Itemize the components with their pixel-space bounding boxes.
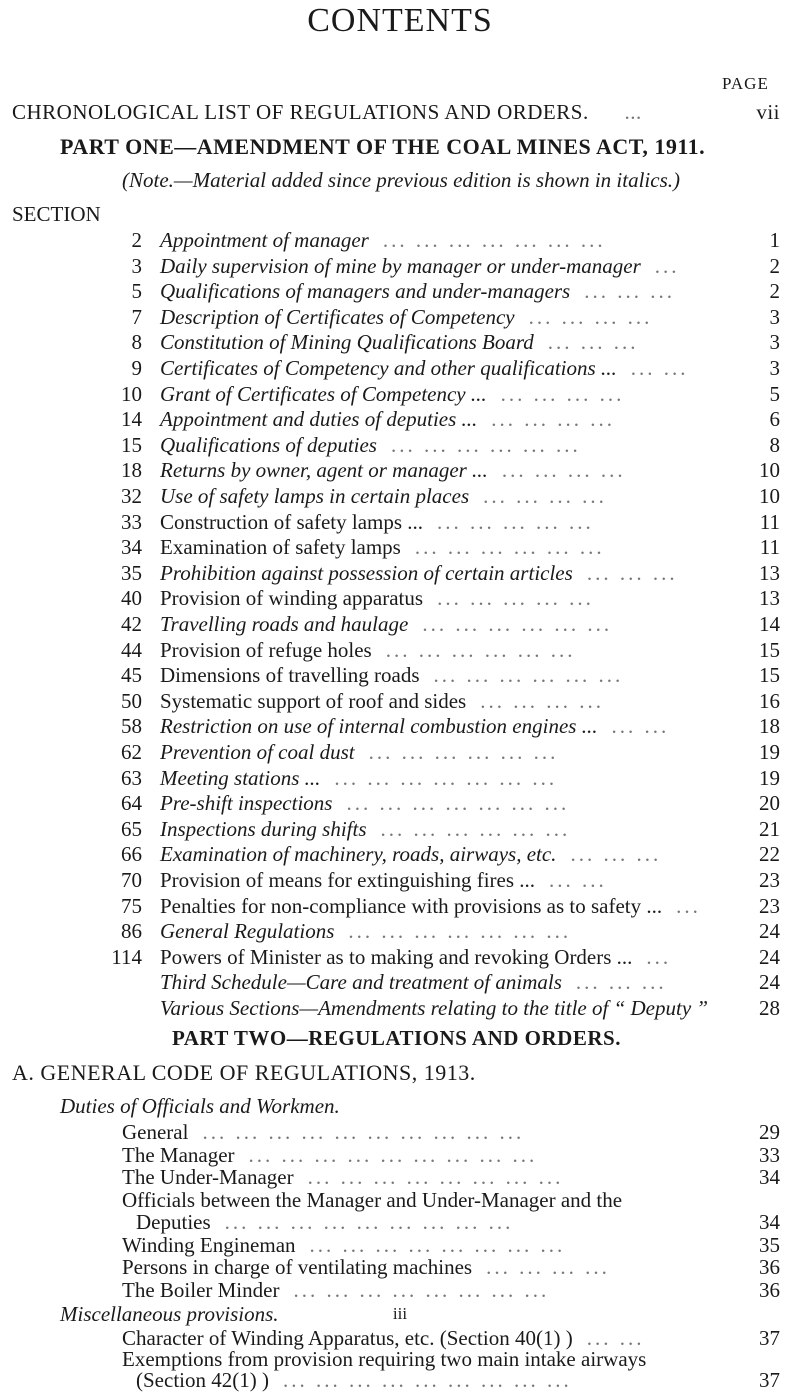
entry-title	[160, 766, 557, 791]
section-number: 58	[121, 714, 142, 739]
toc-row	[0, 458, 800, 484]
section-column-label: SECTION	[12, 202, 101, 226]
page-number: 10	[759, 458, 780, 483]
section-number: 42	[121, 612, 142, 636]
entry-title	[160, 612, 612, 637]
entry-text: General Regulations	[160, 919, 335, 944]
leader-dots: ... ... ... ... ...	[437, 509, 594, 534]
entry-title	[136, 1368, 572, 1393]
toc-row	[0, 330, 800, 356]
entry-text: (Section 42(1) )	[136, 1368, 269, 1392]
leader-dots: ... ... ... ... ... ... ...	[346, 791, 570, 816]
entry-text: Daily supervision of mine by manager or under-manager	[160, 253, 641, 278]
page-number: 15	[759, 637, 780, 662]
toc-row	[0, 638, 800, 664]
section-number: 14	[121, 407, 142, 432]
toc-row	[0, 842, 800, 868]
entry-text: Pre-shift inspections	[160, 791, 333, 816]
entry-text: Use of safety lamps in certain places	[160, 484, 470, 508]
toc-row	[0, 996, 800, 1022]
page-number: 10	[759, 484, 780, 508]
page-number: 20	[759, 791, 780, 816]
page-number: 5	[769, 381, 780, 406]
chronological-list-dots: ...	[624, 100, 642, 124]
leader-dots: ... ... ... ... ... ... ... ... ...	[248, 1142, 538, 1167]
page-number: 3	[769, 356, 780, 380]
page-number: 2	[769, 253, 780, 278]
page-number: 16	[759, 688, 780, 713]
toc-row	[0, 305, 800, 331]
toc-row	[0, 663, 800, 689]
entry-title	[160, 638, 575, 663]
section-number: 66	[121, 842, 142, 867]
section-number: 8	[131, 330, 142, 355]
leader-dots: ... ... ... ... ... ...	[368, 740, 559, 764]
leader-dots: ... ... ... ...	[483, 484, 607, 508]
leader-dots: ... ... ...	[586, 560, 678, 585]
entry-text: Third Schedule—Care and treatment of animals	[160, 970, 562, 995]
entry-text: The Under-Manager	[122, 1165, 294, 1189]
section-number: 32	[121, 484, 142, 508]
leader-dots: ... ... ... ... ... ... ... ...	[309, 1232, 566, 1257]
leader-dots: ... ...	[549, 868, 607, 892]
entry-text: Description of Certificates of Competency	[160, 304, 515, 329]
entry-text: Examination of safety lamps	[160, 535, 401, 560]
leader-dots: ... ... ... ... ... ...	[433, 663, 624, 688]
entry-title	[122, 1255, 610, 1280]
leader-dots: ... ...	[611, 714, 670, 739]
leader-dots: ... ... ... ... ... ...	[390, 432, 581, 457]
toc-row	[0, 970, 800, 996]
leader-dots: ... ... ... ...	[491, 407, 616, 432]
chronological-list-page: vii	[756, 100, 780, 124]
page-number: 23	[759, 893, 780, 918]
entry-text: Provision of refuge holes	[160, 637, 372, 662]
toc-row	[0, 228, 800, 254]
entry-text: Deputies	[136, 1210, 211, 1234]
entry-text: Officials between the Manager and Under-Manager and the	[122, 1187, 623, 1212]
leader-dots: ...	[654, 253, 680, 278]
section-number: 18	[121, 458, 142, 483]
page-number: 6	[769, 407, 780, 432]
entry-text: Travelling roads and haulage	[160, 612, 409, 636]
page-number: 1	[769, 228, 780, 252]
leader-dots: ... ... ... ... ... ...	[385, 637, 576, 662]
entry-title	[160, 919, 571, 944]
entry-text: Prevention of coal dust	[160, 740, 355, 764]
entry-title	[160, 561, 678, 586]
page-number: 2	[769, 279, 780, 304]
toc-row	[0, 433, 800, 459]
section-number: 5	[131, 279, 142, 304]
leader-dots: ... ... ... ... ... ... ... ... ...	[224, 1210, 514, 1234]
leader-dots: ... ... ... ... ... ... ...	[382, 228, 606, 252]
leader-dots: ... ... ... ...	[500, 381, 625, 406]
section-number: 44	[121, 637, 142, 662]
entry-text: Exemptions from provision requiring two main intake airways	[122, 1347, 647, 1371]
page-number: 11	[759, 535, 780, 560]
leader-dots: ... ... ... ... ...	[437, 586, 594, 611]
page-number: 13	[759, 586, 780, 611]
entry-title	[160, 689, 604, 714]
entry-text: The Manager	[122, 1142, 235, 1167]
page-title: CONTENTS	[307, 2, 493, 39]
page-number: 24	[759, 970, 780, 995]
entry-title	[160, 535, 605, 560]
leader-dots: ... ... ... ... ... ...	[422, 612, 613, 636]
page-number: 34	[759, 1210, 780, 1234]
page-number: 13	[759, 560, 780, 585]
section-number: 75	[121, 893, 142, 918]
section-number: 65	[121, 816, 142, 841]
toc-row	[0, 279, 800, 305]
entry-title	[160, 433, 581, 458]
general-code-heading: A. GENERAL CODE OF REGULATIONS, 1913.	[12, 1060, 476, 1085]
entry-title	[160, 970, 667, 995]
section-number: 34	[121, 535, 142, 560]
entry-text: Dimensions of travelling roads	[160, 663, 420, 688]
entry-title	[160, 330, 638, 355]
section-number: 64	[121, 791, 142, 816]
page-number: 36	[759, 1255, 780, 1279]
section-number: 40	[121, 586, 142, 611]
leader-dots: ... ... ... ... ... ... ...	[334, 765, 558, 790]
page-number: 3	[769, 330, 780, 355]
duties-row	[0, 1278, 800, 1304]
toc-row	[0, 407, 800, 433]
section-number: 3	[131, 253, 142, 278]
leader-dots: ... ... ... ...	[528, 304, 653, 329]
entry-title	[160, 484, 607, 509]
page-folio: iii	[392, 1304, 408, 1323]
section-number: 7	[131, 304, 142, 329]
toc-row	[0, 766, 800, 792]
toc-row	[0, 535, 800, 561]
toc-row	[0, 714, 800, 740]
entry-title	[160, 868, 607, 893]
entry-text: Appointment of manager	[160, 228, 369, 252]
page-number: 34	[759, 1165, 780, 1189]
leader-dots: ... ... ...	[584, 279, 675, 304]
misc-row	[0, 1368, 800, 1394]
entry-text: Examination of machinery, roads, airways, etc.	[160, 842, 557, 867]
leader-dots: ... ... ... ...	[486, 1255, 610, 1279]
page-number: 29	[759, 1120, 780, 1144]
entry-text: Qualifications of managers and under-managers	[160, 279, 571, 304]
entry-title	[136, 1210, 513, 1235]
page-number: 37	[759, 1326, 780, 1350]
entry-title	[160, 356, 688, 381]
page-number: 14	[759, 612, 780, 636]
leader-dots: ... ... ... ... ... ... ... ... ... ...	[202, 1120, 525, 1144]
toc-row	[0, 484, 800, 510]
part-two-heading: PART TWO—REGULATIONS AND ORDERS.	[172, 1026, 621, 1050]
page-number: 23	[759, 868, 780, 892]
chronological-list-entry	[12, 100, 642, 125]
section-number: 2	[131, 228, 142, 252]
page-number: 22	[759, 842, 780, 867]
entry-text: Various Sections—Amendments relating to the title of “ Deputy ”	[160, 996, 709, 1020]
entry-text: General	[122, 1120, 189, 1144]
entry-text: Meeting stations ...	[160, 765, 321, 790]
section-number: 35	[121, 560, 142, 585]
entry-title	[160, 279, 675, 304]
entry-text: Constitution of Mining Qualifications Board	[160, 330, 534, 355]
toc-row	[0, 791, 800, 817]
toc-row	[0, 894, 800, 920]
entry-title	[160, 254, 680, 279]
page-number: 37	[759, 1368, 780, 1392]
entry-text: Provision of means for extinguishing fires ...	[160, 868, 536, 892]
page-number: 35	[759, 1232, 780, 1257]
toc-row	[0, 356, 800, 382]
page-number: 18	[759, 714, 780, 739]
section-number: 70	[121, 868, 142, 892]
section-number: 50	[121, 688, 142, 713]
entry-title	[160, 510, 594, 535]
toc-row	[0, 868, 800, 894]
leader-dots: ...	[676, 893, 701, 918]
page-number: 11	[759, 509, 780, 534]
entry-text: Construction of safety lamps ...	[160, 509, 424, 534]
toc-row	[0, 612, 800, 638]
entry-title	[160, 791, 569, 816]
entry-title	[160, 894, 701, 919]
leader-dots: ... ... ... ... ... ...	[414, 535, 605, 560]
page-number: 33	[759, 1142, 780, 1167]
entry-text: The Boiler Minder	[122, 1277, 280, 1302]
section-number: 62	[121, 740, 142, 764]
entry-title	[122, 1143, 537, 1168]
toc-row	[0, 254, 800, 280]
leader-dots: ... ... ... ...	[480, 688, 604, 713]
page-number: 8	[769, 432, 780, 457]
toc-row	[0, 945, 800, 971]
entry-text: Inspections during shifts	[160, 816, 367, 841]
entry-title	[160, 740, 558, 765]
duties-heading: Duties of Officials and Workmen.	[60, 1094, 340, 1118]
entry-text: Restriction on use of internal combustion engines ...	[160, 714, 598, 739]
entry-title	[122, 1120, 524, 1145]
section-number: 45	[121, 663, 142, 688]
section-number: 33	[121, 509, 142, 534]
entry-title	[160, 945, 671, 970]
italics-note: (Note.—Material added since previous edition is shown in italics.)	[122, 168, 680, 192]
page-number: 19	[759, 765, 780, 790]
chronological-list-text: CHRONOLOGICAL LIST OF REGULATIONS AND ORDERS.	[12, 100, 589, 124]
leader-dots: ... ... ... ...	[501, 458, 626, 483]
entry-text: Character of Winding Apparatus, etc. (Section 40(1) )	[122, 1326, 573, 1350]
entry-text: Appointment and duties of deputies ...	[160, 407, 478, 432]
leader-dots: ... ... ... ... ... ... ... ...	[293, 1277, 550, 1302]
entry-title	[160, 817, 570, 842]
part-one-heading: PART ONE—AMENDMENT OF THE COAL MINES ACT, 1911.	[60, 134, 706, 159]
entry-text: Provision of winding apparatus	[160, 586, 424, 611]
page-number: 15	[759, 663, 780, 688]
entry-text: Winding Engineman	[122, 1232, 296, 1257]
entry-text: Returns by owner, agent or manager ...	[160, 458, 488, 483]
entry-title	[160, 586, 594, 611]
entry-title	[160, 305, 652, 330]
entry-text: Powers of Minister as to making and revoking Orders ...	[160, 944, 633, 969]
leader-dots: ... ... ... ... ... ... ... ...	[307, 1165, 564, 1189]
toc-row	[0, 382, 800, 408]
entry-title	[122, 1278, 549, 1303]
entry-title	[122, 1165, 563, 1190]
leader-dots: ... ... ...	[547, 330, 639, 355]
entry-title	[122, 1188, 622, 1213]
entry-title	[160, 996, 708, 1021]
toc-row	[0, 740, 800, 766]
leader-dots: ... ...	[630, 356, 689, 380]
toc-row	[0, 689, 800, 715]
entry-text: Qualifications of deputies	[160, 432, 377, 457]
page-number: 36	[759, 1277, 780, 1302]
entry-text: Penalties for non-compliance with provisions as to safety ...	[160, 893, 663, 918]
section-number: 86	[121, 919, 142, 944]
leader-dots: ... ... ...	[575, 970, 667, 995]
entry-title	[160, 228, 606, 253]
entry-text: Systematic support of roof and sides	[160, 688, 467, 713]
entry-title	[160, 407, 615, 432]
entry-text: Certificates of Competency and other qualifications ...	[160, 356, 617, 380]
page-number: 19	[759, 740, 780, 764]
section-number: 63	[121, 765, 142, 790]
page-number: 21	[759, 816, 780, 841]
toc-row	[0, 919, 800, 945]
page-number: 24	[759, 919, 780, 944]
entry-text: Persons in charge of ventilating machines	[122, 1255, 473, 1279]
entry-text: Prohibition against possession of certain articles	[160, 560, 573, 585]
toc-row	[0, 817, 800, 843]
leader-dots: ... ...	[586, 1326, 645, 1350]
section-number: 10	[121, 381, 142, 406]
toc-row	[0, 510, 800, 536]
entry-title	[122, 1233, 565, 1258]
misc-heading: Miscellaneous provisions.	[60, 1302, 279, 1326]
entry-title	[160, 842, 661, 867]
section-number: 9	[131, 356, 142, 380]
leader-dots: ...	[646, 944, 672, 969]
page-number: 24	[759, 944, 780, 969]
section-number: 15	[121, 432, 142, 457]
entry-title	[160, 382, 624, 407]
leader-dots: ... ... ... ... ... ...	[380, 816, 571, 841]
toc-row	[0, 561, 800, 587]
leader-dots: ... ... ... ... ... ... ... ... ...	[282, 1368, 572, 1392]
entry-title	[160, 714, 669, 739]
toc-row	[0, 586, 800, 612]
leader-dots: ... ... ...	[570, 842, 662, 867]
entry-title	[160, 663, 623, 688]
section-number: 114	[111, 944, 142, 969]
page-number: 3	[769, 304, 780, 329]
page-column-label: PAGE	[722, 74, 769, 93]
leader-dots: ... ... ... ... ... ... ...	[348, 919, 572, 944]
entry-text: Grant of Certificates of Competency ...	[160, 381, 487, 406]
entry-title	[160, 458, 626, 483]
page-number: 28	[759, 996, 780, 1020]
